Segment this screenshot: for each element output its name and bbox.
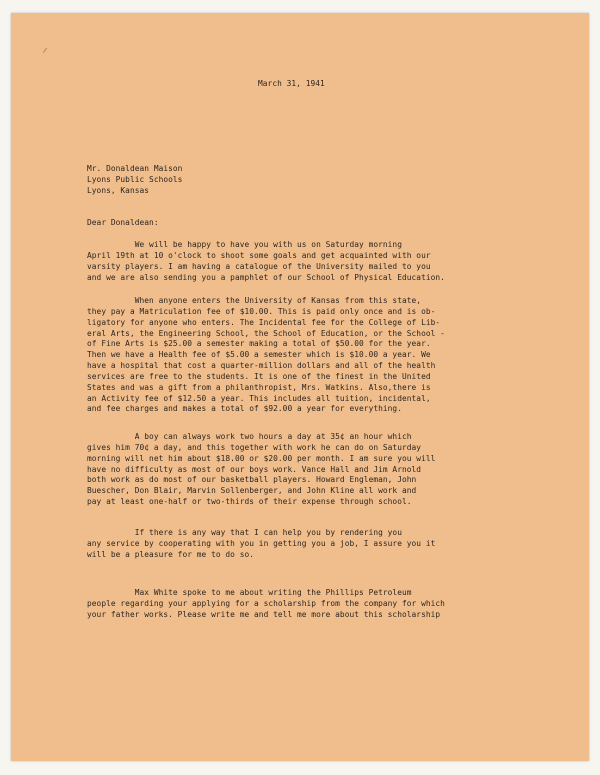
paragraph-line: When anyone enters the University of Kansas from this state, (87, 296, 422, 305)
paragraph-line: ligatory for anyone who enters. The Incidental fee for the College of Lib- (87, 317, 441, 327)
salutation: Dear Donaldean: (87, 218, 159, 227)
paragraph-visit (87, 240, 445, 283)
paragraph-line: varsity players. I am having a catalogue of the University mailed to you (87, 261, 431, 271)
paragraph-line: of Fine Arts is $25.00 a semester making a total of $50.00 for the year. (87, 339, 431, 349)
paragraph-line: Buescher, Don Blair, Marvin Sollenberger, and John Kline all work and (87, 486, 417, 496)
paragraph-line: have no difficulty as most of our boys work. Vance Hall and Jim Arnold (87, 464, 422, 474)
letter-date: March 31, 1941 (258, 79, 325, 88)
paragraph-line: they pay a Matriculation fee of $10.00. This is paid only once and is ob- (87, 306, 436, 316)
recipient-city: Lyons, Kansas (87, 185, 150, 195)
recipient-name: Mr. Donaldean Maison (87, 164, 183, 173)
paragraph-line: Max White spoke to me about writing the Phillips Petroleum (87, 588, 412, 597)
paragraph-line: Then we have a Health fee of $5.00 a semester which is $10.00 a year. We (87, 350, 431, 360)
recipient-address (87, 164, 182, 197)
paragraph-line: both work as do most of our basketball players. Howard Engleman, John (87, 475, 417, 485)
paragraph-line: pay at least one-half or two-thirds of their expense through school. (87, 497, 412, 507)
paragraph-line: any service by cooperating with you in getting you a job, I assure you it (87, 538, 436, 548)
paragraph-line: an Activity fee of $12.50 a year. This includes all tuition, incidental, (87, 393, 431, 403)
paragraph-help (87, 528, 435, 561)
paragraph-line: services are free to the students. It is one of the finest in the United (87, 371, 431, 381)
paragraph-work (87, 432, 435, 508)
pencil-mark (43, 48, 52, 57)
paragraph-line: A boy can always work two hours a day at 35¢ an hour which (87, 432, 412, 441)
paragraph-line: morning will net him about $18.00 or $20.00 per month. I am sure you will (87, 453, 436, 463)
paragraph-line: have a hospital that cost a quarter-million dollars and all of the health (87, 361, 436, 371)
paragraph-scholarship (87, 588, 445, 621)
paragraph-line: and we are also sending you a pamphlet of our School of Physical Education. (87, 272, 445, 282)
paragraph-line: April 19th at 10 o'clock to shoot some goals and get acquainted with our (87, 250, 431, 260)
paragraph-line: gives him 70¢ a day, and this together with work he can do on Saturday (87, 442, 422, 452)
paragraph-line: and fee charges and makes a total of $92.00 a year for everything. (87, 404, 402, 414)
paragraph-line: will be a pleasure for me to do so. (87, 549, 255, 559)
paragraph-fees (87, 296, 445, 415)
paragraph-line: States and was a gift from a philanthropist, Mrs. Watkins. Also,there is (87, 382, 431, 392)
recipient-organization: Lyons Public Schools (87, 174, 183, 184)
paragraph-line: If there is any way that I can help you by rendering you (87, 528, 402, 537)
paragraph-line: people regarding your applying for a scholarship from the company for which (87, 598, 445, 608)
paragraph-line: eral Arts, the Engineering School, the School of Education, or the School - (87, 328, 445, 338)
paragraph-line: your father works. Please write me and tell me more about this scholarship (87, 609, 441, 619)
paragraph-line: We will be happy to have you with us on Saturday morning (87, 240, 402, 249)
